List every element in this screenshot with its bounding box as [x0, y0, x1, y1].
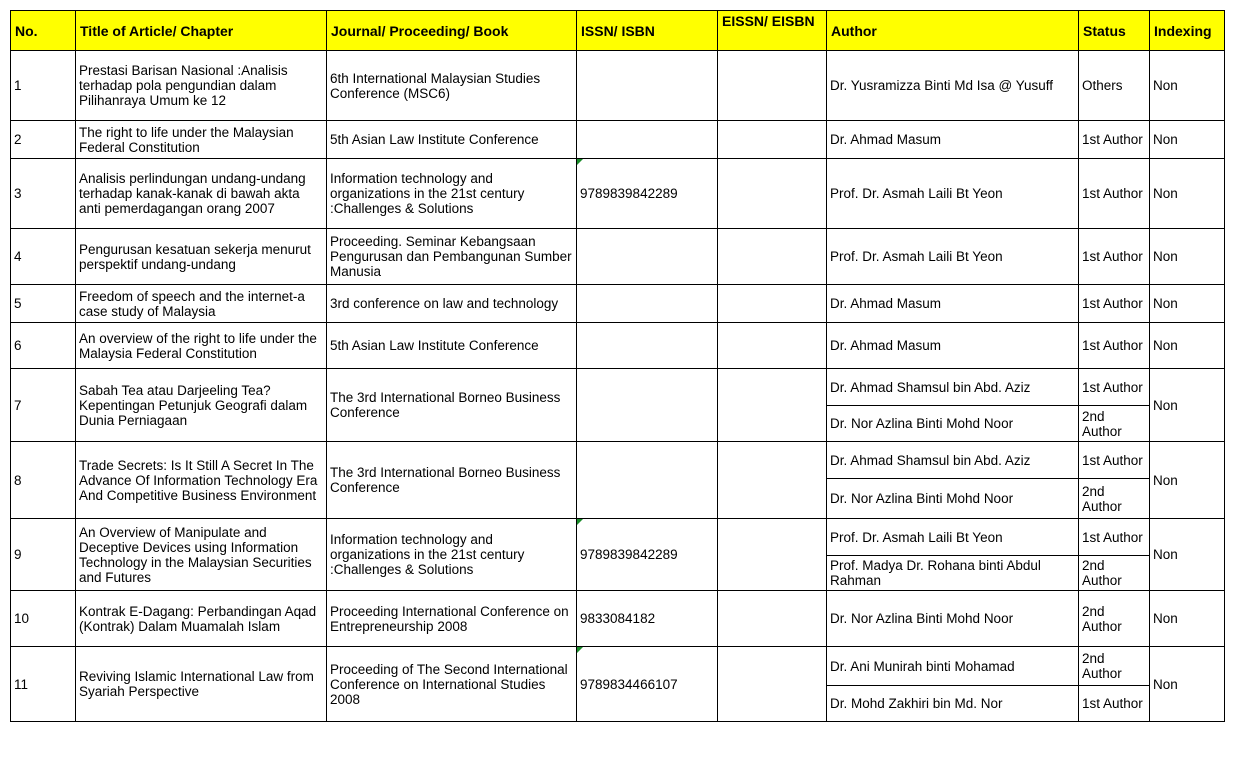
cell-status[interactable]: 1st Author [1079, 519, 1150, 556]
cell-journal[interactable]: The 3rd International Borneo Business Conference [327, 442, 577, 519]
cell-status[interactable]: 1st Author [1079, 121, 1150, 159]
cell-no[interactable]: 6 [11, 323, 76, 369]
header-title[interactable]: Title of Article/ Chapter [76, 11, 327, 51]
cell-title[interactable]: An Overview of Manipulate and Deceptive Devices using Information Technology in the Malaysian Securities and Futures [76, 519, 327, 591]
header-author[interactable]: Author [827, 11, 1079, 51]
cell-eissn[interactable] [718, 591, 827, 647]
cell-journal[interactable]: The 3rd International Borneo Business Conference [327, 369, 577, 442]
cell-status[interactable]: 1st Author [1079, 323, 1150, 369]
cell-issn[interactable] [577, 229, 718, 285]
table-row [11, 647, 1225, 686]
cell-journal[interactable]: 6th International Malaysian Studies Conference (MSC6) [327, 51, 577, 121]
cell-eissn[interactable] [718, 159, 827, 229]
header-no[interactable]: No. [11, 11, 76, 51]
cell-status[interactable]: Others [1079, 51, 1150, 121]
cell-journal[interactable]: 5th Asian Law Institute Conference [327, 121, 577, 159]
cell-no[interactable]: 3 [11, 159, 76, 229]
cell-indexing[interactable]: Non [1150, 369, 1225, 442]
cell-no[interactable]: 10 [11, 591, 76, 647]
cell-eissn[interactable] [718, 323, 827, 369]
cell-indexing[interactable]: Non [1150, 159, 1225, 229]
cell-status[interactable]: 2nd Author [1079, 556, 1150, 591]
cell-eissn[interactable] [718, 519, 827, 591]
cell-author[interactable]: Prof. Dr. Asmah Laili Bt Yeon [827, 229, 1079, 285]
table-row [11, 159, 1225, 229]
cell-journal[interactable]: Information technology and organizations in the 21st century :Challenges & Solutions [327, 519, 577, 591]
cell-status[interactable]: 1st Author [1079, 229, 1150, 285]
cell-indexing[interactable]: Non [1150, 647, 1225, 722]
table-row [11, 51, 1225, 121]
header-row [11, 11, 1225, 51]
cell-author[interactable]: Dr. Mohd Zakhiri bin Md. Nor [827, 686, 1079, 722]
table-row [11, 442, 1225, 479]
cell-author[interactable]: Dr. Ahmad Shamsul bin Abd. Aziz [827, 442, 1079, 479]
cell-indexing[interactable]: Non [1150, 323, 1225, 369]
header-eissn[interactable]: EISSN/ EISBN [718, 11, 827, 51]
cell-no[interactable]: 9 [11, 519, 76, 591]
cell-journal[interactable]: Proceeding of The Second International Conference on International Studies 2008 [327, 647, 577, 722]
cell-indexing[interactable]: Non [1150, 285, 1225, 323]
cell-title[interactable]: Prestasi Barisan Nasional :Analisis terhadap pola pengundian dalam Pilihanraya Umum ke 12 [76, 51, 327, 121]
cell-title[interactable]: Analisis perlindungan undang-undang terhadap kanak-kanak di bawah akta anti pemerdagangan orang 2007 [76, 159, 327, 229]
table-row [11, 591, 1225, 647]
cell-issn[interactable]: 9833084182 [577, 591, 718, 647]
cell-indexing[interactable]: Non [1150, 591, 1225, 647]
cell-author[interactable]: Dr. Ahmad Masum [827, 121, 1079, 159]
cell-status[interactable]: 1st Author [1079, 686, 1150, 722]
cell-eissn[interactable] [718, 285, 827, 323]
cell-journal[interactable]: Information technology and organizations in the 21st century :Challenges & Solutions [327, 159, 577, 229]
cell-author[interactable]: Prof. Dr. Asmah Laili Bt Yeon [827, 159, 1079, 229]
cell-title[interactable]: Sabah Tea atau Darjeeling Tea? Kepentingan Petunjuk Geografi dalam Dunia Perniagaan [76, 369, 327, 442]
header-status[interactable]: Status [1079, 11, 1150, 51]
cell-status[interactable]: 2nd Author [1079, 591, 1150, 647]
cell-status[interactable]: 2nd Author [1079, 647, 1150, 686]
cell-issn[interactable]: 9789839842289 [577, 519, 718, 591]
cell-issn[interactable] [577, 369, 718, 442]
cell-title[interactable]: Pengurusan kesatuan sekerja menurut perspektif undang-undang [76, 229, 327, 285]
cell-indexing[interactable]: Non [1150, 519, 1225, 591]
cell-author[interactable]: Dr. Nor Azlina Binti Mohd Noor [827, 479, 1079, 519]
cell-issn[interactable]: 9789834466107 [577, 647, 718, 722]
cell-journal[interactable]: Proceeding. Seminar Kebangsaan Pengurusan dan Pembangunan Sumber Manusia [327, 229, 577, 285]
cell-no[interactable]: 2 [11, 121, 76, 159]
cell-title[interactable]: The right to life under the Malaysian Federal Constitution [76, 121, 327, 159]
cell-indexing[interactable]: Non [1150, 51, 1225, 121]
cell-journal[interactable]: 5th Asian Law Institute Conference [327, 323, 577, 369]
header-issn[interactable]: ISSN/ ISBN [577, 11, 718, 51]
cell-eissn[interactable] [718, 51, 827, 121]
cell-eissn[interactable] [718, 121, 827, 159]
cell-no[interactable]: 11 [11, 647, 76, 722]
cell-eissn[interactable] [718, 647, 827, 722]
cell-issn[interactable] [577, 323, 718, 369]
cell-author[interactable]: Prof. Dr. Asmah Laili Bt Yeon [827, 519, 1079, 556]
cell-author[interactable]: Prof. Madya Dr. Rohana binti Abdul Rahman [827, 556, 1079, 591]
cell-no[interactable]: 1 [11, 51, 76, 121]
cell-journal[interactable]: Proceeding International Conference on Entrepreneurship 2008 [327, 591, 577, 647]
cell-author[interactable]: Dr. Nor Azlina Binti Mohd Noor [827, 591, 1079, 647]
cell-status[interactable]: 1st Author [1079, 369, 1150, 406]
cell-status[interactable]: 1st Author [1079, 159, 1150, 229]
cell-author[interactable]: Dr. Ahmad Masum [827, 323, 1079, 369]
cell-eissn[interactable] [718, 442, 827, 519]
cell-issn[interactable] [577, 442, 718, 519]
cell-author[interactable]: Dr. Ahmad Masum [827, 285, 1079, 323]
cell-issn[interactable] [577, 121, 718, 159]
cell-indexing[interactable]: Non [1150, 442, 1225, 519]
cell-status[interactable]: 1st Author [1079, 442, 1150, 479]
cell-status[interactable]: 2nd Author [1079, 406, 1150, 442]
cell-status[interactable]: 2nd Author [1079, 479, 1150, 519]
cell-title[interactable]: Reviving Islamic International Law from Syariah Perspective [76, 647, 327, 722]
table-row [11, 121, 1225, 159]
header-journal[interactable]: Journal/ Proceeding/ Book [327, 11, 577, 51]
cell-title[interactable]: Trade Secrets: Is It Still A Secret In The Advance Of Information Technology Era And Competitive Business Environment [76, 442, 327, 519]
cell-author[interactable]: Dr. Yusramizza Binti Md Isa @ Yusuff [827, 51, 1079, 121]
cell-no[interactable]: 7 [11, 369, 76, 442]
cell-title[interactable]: Freedom of speech and the internet-a case study of Malaysia [76, 285, 327, 323]
cell-status[interactable]: 1st Author [1079, 285, 1150, 323]
cell-author[interactable]: Dr. Ahmad Shamsul bin Abd. Aziz [827, 369, 1079, 406]
cell-issn[interactable] [577, 285, 718, 323]
cell-no[interactable]: 8 [11, 442, 76, 519]
cell-issn[interactable]: 9789839842289 [577, 159, 718, 229]
publications-table [10, 10, 1225, 722]
cell-journal[interactable]: 3rd conference on law and technology [327, 285, 577, 323]
cell-indexing[interactable]: Non [1150, 229, 1225, 285]
table-row [11, 519, 1225, 556]
table-row [11, 323, 1225, 369]
cell-title[interactable]: An overview of the right to life under the Malaysia Federal Constitution [76, 323, 327, 369]
cell-indexing[interactable]: Non [1150, 121, 1225, 159]
table-row [11, 285, 1225, 323]
header-indexing[interactable]: Indexing [1150, 11, 1225, 51]
cell-eissn[interactable] [718, 229, 827, 285]
cell-issn[interactable] [577, 51, 718, 121]
cell-author[interactable]: Dr. Nor Azlina Binti Mohd Noor [827, 406, 1079, 442]
cell-no[interactable]: 4 [11, 229, 76, 285]
table-row [11, 229, 1225, 285]
cell-author[interactable]: Dr. Ani Munirah binti Mohamad [827, 647, 1079, 686]
cell-no[interactable]: 5 [11, 285, 76, 323]
table-row [11, 369, 1225, 406]
cell-title[interactable]: Kontrak E-Dagang: Perbandingan Aqad (Kontrak) Dalam Muamalah Islam [76, 591, 327, 647]
cell-eissn[interactable] [718, 369, 827, 442]
